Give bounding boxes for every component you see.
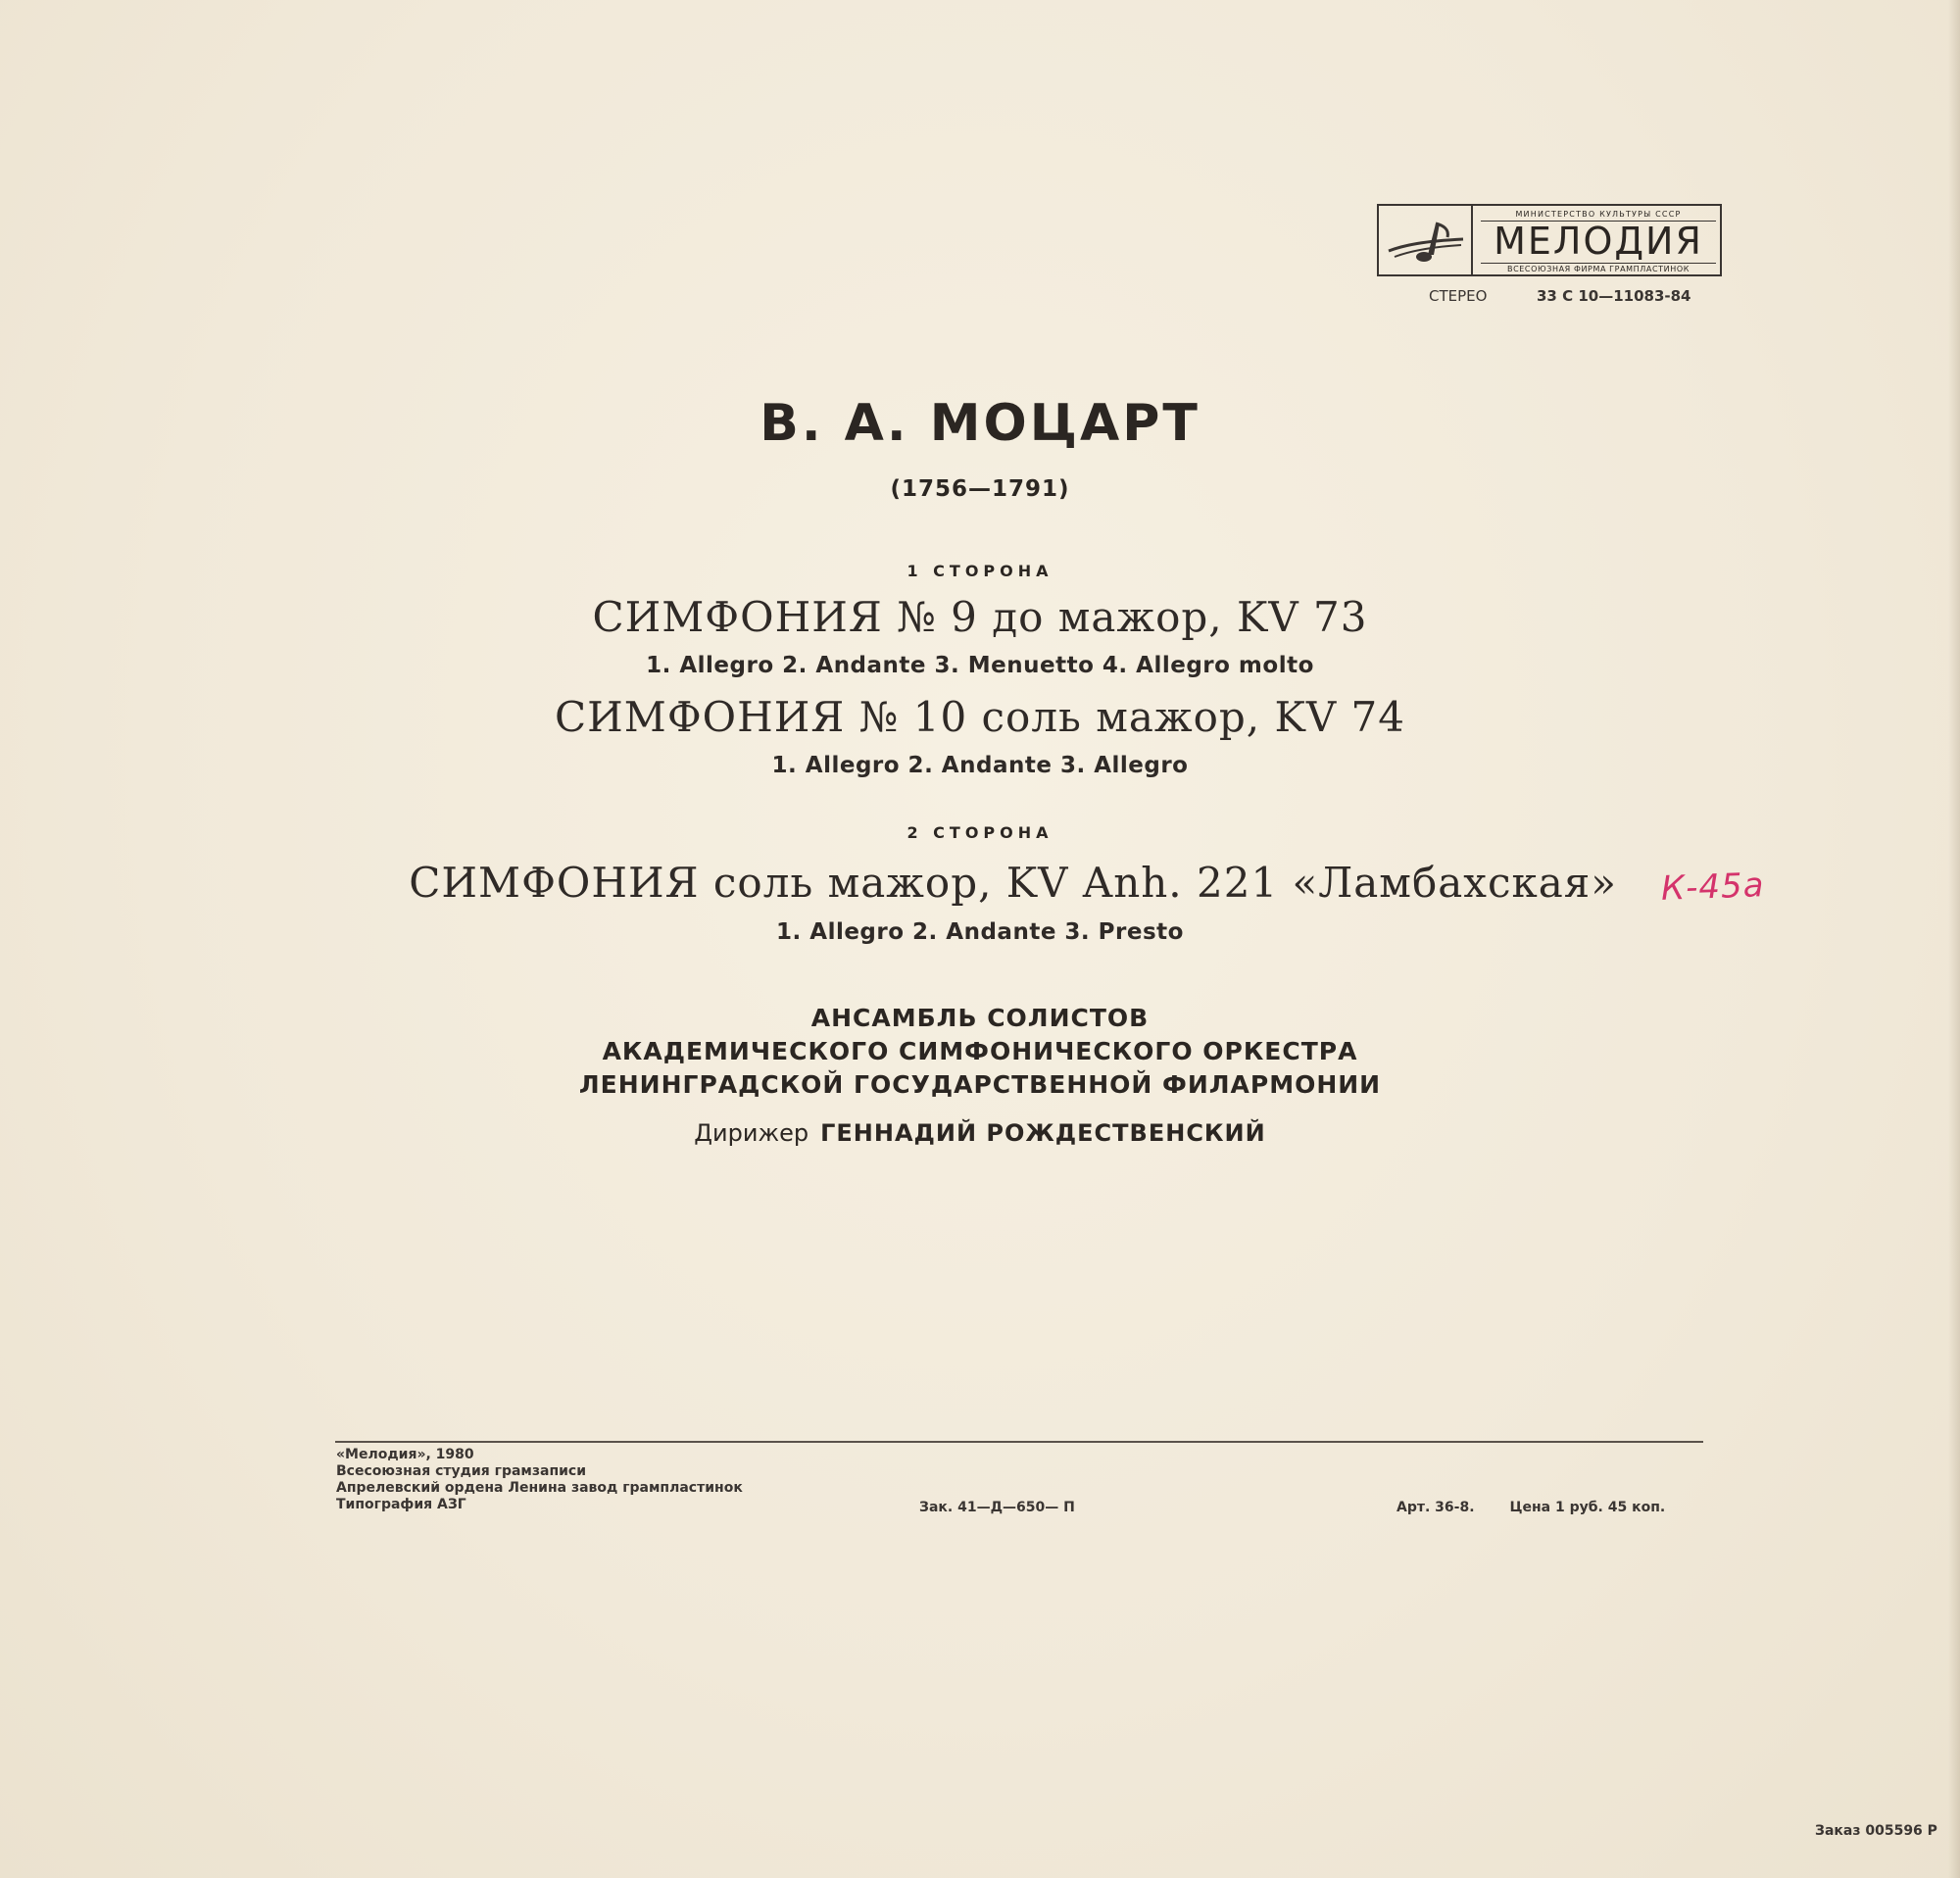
print-order-number: Заказ 005596 Р [1815, 1823, 1937, 1839]
catalog-number: 33 С 10—11083-84 [1537, 287, 1691, 305]
conductor-name: ГЕННАДИЙ РОЖДЕСТВЕНСКИЙ [820, 1119, 1266, 1147]
logo-ministry-text: МИНИСТЕРСТВО КУЛЬТУРЫ СССР [1481, 210, 1716, 222]
conductor-line [0, 1119, 1960, 1147]
article-number: Арт. 36-8. [1396, 1500, 1475, 1515]
credit-line-2: Всесоюзная студия грамзаписи [336, 1463, 587, 1479]
composer-name: В. А. МОЦАРТ [760, 394, 1200, 453]
catalog-line [1429, 287, 1723, 305]
footer-credits [336, 1447, 743, 1513]
price-line [1396, 1500, 1665, 1515]
symphony-10-movements: 1. Allegro 2. Andante 3. Allegro [771, 753, 1189, 778]
performer-line-2: АКАДЕМИЧЕСКОГО СИМФОНИЧЕСКОГО ОРКЕСТРА [602, 1037, 1358, 1065]
symphony-9-title: СИМФОНИЯ № 9 до мажор, KV 73 [592, 593, 1368, 641]
credit-line-4: Типография АЗГ [336, 1497, 466, 1512]
credit-line-1: «Мелодия», 1980 [336, 1447, 474, 1462]
credit-line-3: Апрелевский ордена Ленина завод грампластинок [336, 1480, 743, 1496]
logo-firm-text: ВСЕСОЮЗНАЯ ФИРМА ГРАМПЛАСТИНОК [1481, 263, 1716, 273]
composer-years: (1756—1791) [890, 476, 1070, 502]
side-2-label: 2 СТОРОНА [906, 823, 1054, 842]
side-1-label: 1 СТОРОНА [906, 562, 1054, 580]
performer-line-3: ЛЕНИНГРАДСКОЙ ГОСУДАРСТВЕННОЙ ФИЛАРМОНИИ [578, 1070, 1382, 1099]
melodiya-logo [1377, 204, 1722, 276]
symphony-10-title: СИМФОНИЯ № 10 соль мажор, KV 74 [555, 693, 1405, 741]
logo-brand-text: МЕЛОДИЯ [1494, 220, 1703, 263]
symphony-lambach-movements: 1. Allegro 2. Andante 3. Presto [776, 919, 1184, 945]
stereo-label: СТЕРЕО [1429, 287, 1488, 305]
symphony-9-movements: 1. Allegro 2. Andante 3. Menuetto 4. Allegro molto [646, 653, 1314, 678]
performer-line-1: АНСАМБЛЬ СОЛИСТОВ [810, 1004, 1150, 1032]
conductor-role: Дирижер [694, 1119, 809, 1147]
price-text: Цена 1 руб. 45 коп. [1509, 1500, 1666, 1515]
melodiya-logo-icon [1379, 206, 1473, 274]
handwritten-annotation: К-45а [1660, 865, 1766, 909]
order-number: Зак. 41—Д—650— П [919, 1500, 1075, 1515]
symphony-lambach-title: СИМФОНИЯ соль мажор, KV Anh. 221 «Ламбахская» [409, 859, 1617, 907]
footer-divider [335, 1441, 1703, 1443]
